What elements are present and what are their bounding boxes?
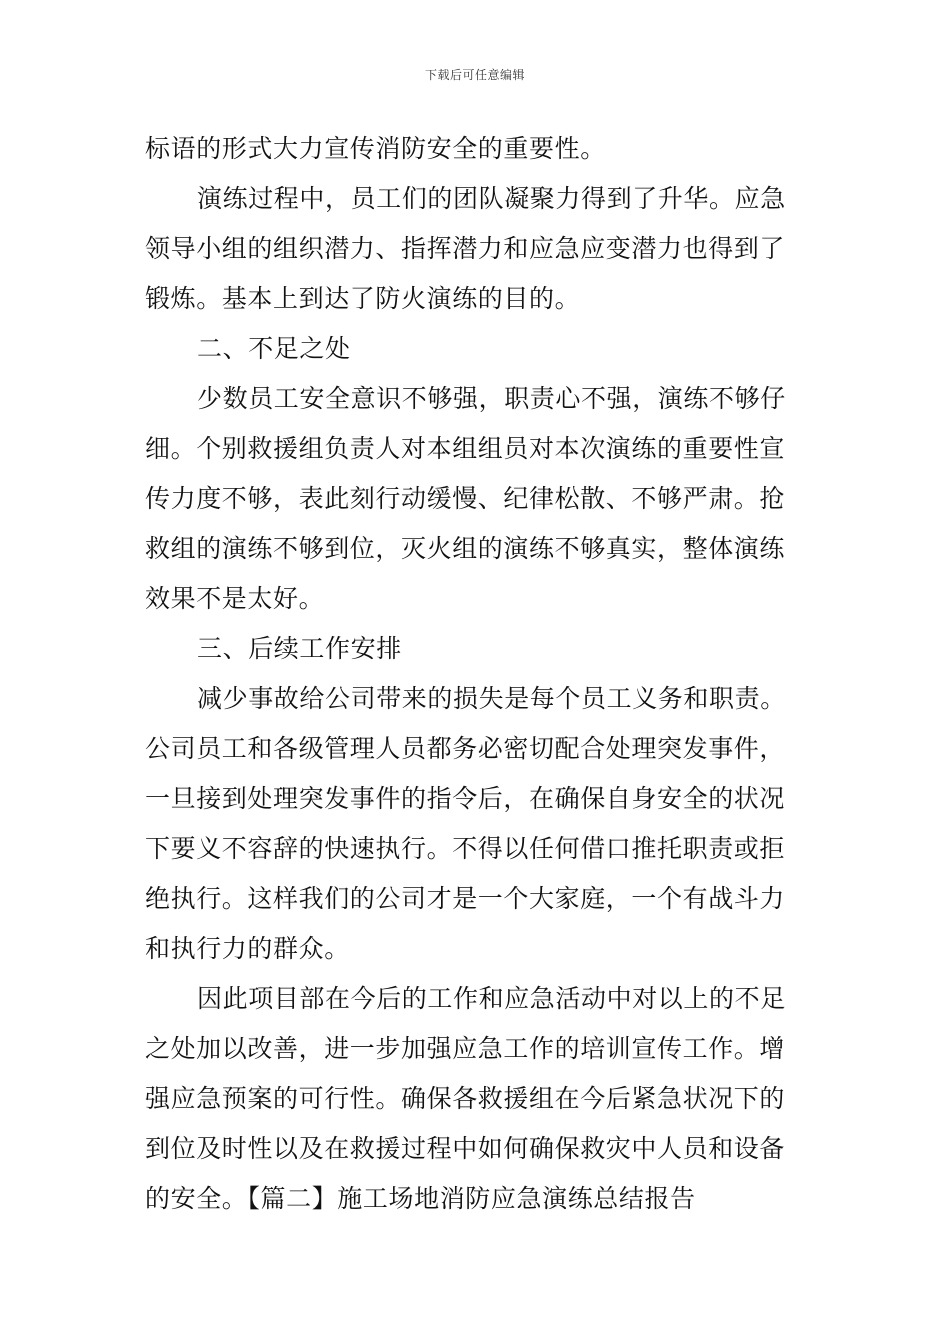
text-line: 演练过程中，员工们的团队凝聚力得到了升华。应急 — [197, 184, 786, 213]
text-line: 标语的形式大力宣传消防安全的重要性。 — [145, 134, 606, 163]
text-line: 到位及时性以及在救援过程中如何确保救灾中人员和设备 — [145, 1134, 786, 1163]
page-header: 下载后可任意编辑 — [424, 68, 525, 82]
text-line: 绝执行。这样我们的公司才是一个大家庭，一个有战斗力 — [145, 884, 786, 913]
text-line: 领导小组的组织潜力、指挥潜力和应急应变潜力也得到了 — [145, 234, 786, 263]
section-heading: 三、后续工作安排 — [197, 634, 402, 663]
text-line: 锻炼。基本上到达了防火演练的目的。 — [145, 284, 581, 313]
text-line: 和执行力的群众。 — [145, 934, 350, 963]
text-line: 效果不是太好。 — [145, 584, 325, 613]
text-line: 下要义不容辞的快速执行。不得以任何借口推托职责或拒 — [145, 834, 786, 863]
text-line: 因此项目部在今后的工作和应急活动中对以上的不足 — [197, 984, 786, 1013]
text-line: 之处加以改善，进一步加强应急工作的培训宣传工作。增 — [145, 1034, 786, 1063]
text-line: 救组的演练不够到位，灭火组的演练不够真实，整体演练 — [145, 534, 786, 563]
text-line: 的安全。【篇二】施工场地消防应急演练总结报告 — [145, 1184, 696, 1213]
text-line: 强应急预案的可行性。确保各救援组在今后紧急状况下的 — [145, 1084, 786, 1113]
section-heading: 二、不足之处 — [197, 334, 351, 363]
text-line: 少数员工安全意识不够强，职责心不强，演练不够仔 — [197, 384, 786, 413]
text-line: 细。个别救援组负责人对本组组员对本次演练的重要性宣 — [145, 434, 786, 463]
document-body — [145, 124, 807, 1224]
text-line: 减少事故给公司带来的损失是每个员工义务和职责。 — [197, 684, 786, 713]
text-line: 公司员工和各级管理人员都务必密切配合处理突发事件， — [145, 734, 786, 763]
text-line: 传力度不够，表此刻行动缓慢、纪律松散、不够严肃。抢 — [145, 484, 786, 513]
text-line: 一旦接到处理突发事件的指令后，在确保自身安全的状况 — [145, 784, 786, 813]
